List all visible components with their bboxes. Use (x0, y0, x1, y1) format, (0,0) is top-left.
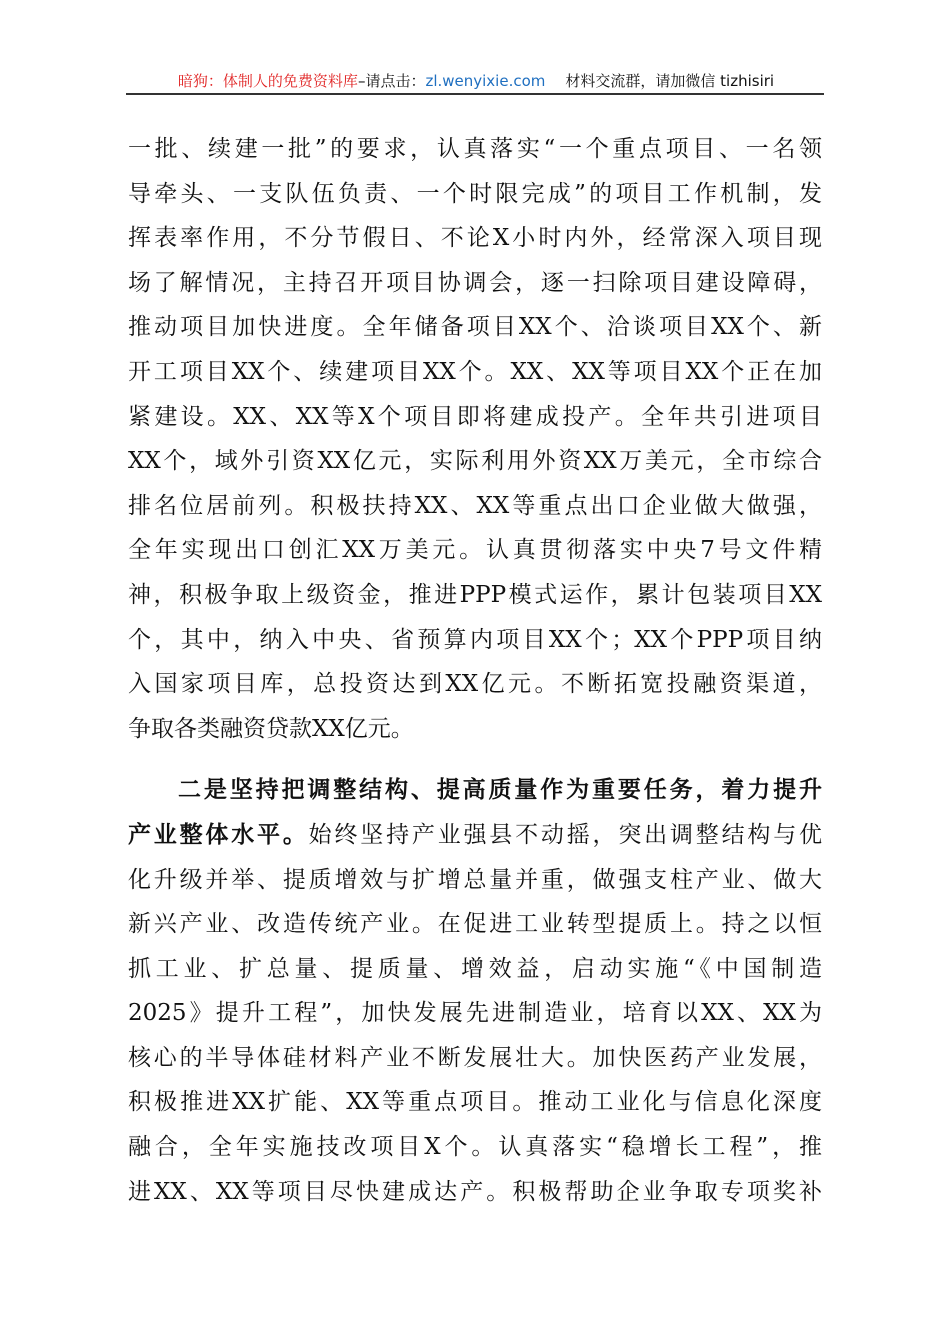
site-name: 暗狗：体制人的免费资料库 (177, 72, 358, 90)
text-line: 积极推进XX扩能、XX等重点项目。推动工业化与信息化深度 (128, 1089, 822, 1116)
text-line (128, 768, 822, 813)
bold-lead-cont: 产业整体水平。 (128, 820, 309, 848)
text-line: 新兴产业、改造传统产业。在促进工业转型提质上。持之以恒 (128, 911, 822, 938)
document-body (128, 127, 822, 1214)
document-header (128, 70, 824, 92)
text-line: 个，其中，纳入中央、省预算内项目XX个；XX个PPP项目纳 (128, 626, 822, 653)
text-line: 入国家项目库，总投资达到XX亿元。不断拓宽投融资渠道， (128, 671, 822, 698)
text-line: 一批、续建一批”的要求，认真落实“一个重点项目、一名领 (128, 136, 822, 162)
text-line: 融合，全年实施技改项目X个。认真落实“稳增长工程”，推 (128, 1134, 822, 1161)
text-line: 2025》提升工程”，加快发展先进制造业，培育以XX、XX为 (128, 1000, 822, 1027)
bold-lead: 二是坚持把调整结构、提高质量作为重要任务，着力提升 (178, 776, 822, 804)
text-line: XX个，域外引资XX亿元，实际利用外资XX万美元，全市综合 (128, 448, 822, 475)
text-line: 争取各类融资贷款XX亿元。 (128, 715, 414, 742)
text-line: 紧建设。XX、XX等X个项目即将建成投产。全年共引进项目 (128, 403, 822, 430)
text-line: 推动项目加快进度。全年储备项目XX个、洽谈项目XX个、新 (128, 314, 822, 341)
text-line (128, 813, 822, 858)
paragraph-1 (128, 127, 822, 751)
text-line: 神，积极争取上级资金，推进PPP模式运作，累计包装项目XX (128, 581, 822, 608)
paragraph-2 (128, 768, 822, 1214)
text-line: 抓工业、扩总量、提质量、增效益，启动实施“《中国制造 (128, 955, 822, 982)
text-line: 场了解情况，主持召开项目协调会，逐一扫除项目建设障碍， (128, 269, 822, 296)
click-prompt: –请点击： (357, 72, 426, 90)
line-text: 始终坚持产业强县不动摇，突出调整结构与优 (308, 821, 822, 848)
text-line: 导牵头、一支队伍负责、一个时限完成”的项目工作机制，发 (128, 180, 822, 207)
text-line: 进XX、XX等项目尽快建成达产。积极帮助企业争取专项奖补 (128, 1178, 822, 1205)
wechat-note: 材料交流群，请加微信 tizhisiri (565, 72, 775, 90)
text-line: 化升级并举、提质增效与扩增总量并重，做强支柱产业、做大 (128, 866, 822, 893)
header-divider (126, 93, 824, 95)
text-line: 挥表率作用，不分节假日、不论X小时内外，经常深入项目现 (128, 225, 822, 252)
text-line: 核心的半导体硅材料产业不断发展壮大。加快医药产业发展， (128, 1044, 822, 1071)
site-link[interactable]: zl.wenyixie.com (425, 72, 546, 90)
text-line: 全年实现出口创汇XX万美元。认真贯彻落实中央7号文件精 (128, 537, 822, 564)
text-line: 排名位居前列。积极扶持XX、XX等重点出口企业做大做强， (128, 492, 822, 519)
text-line: 开工项目XX个、续建项目XX个。XX、XX等项目XX个正在加 (128, 358, 822, 385)
